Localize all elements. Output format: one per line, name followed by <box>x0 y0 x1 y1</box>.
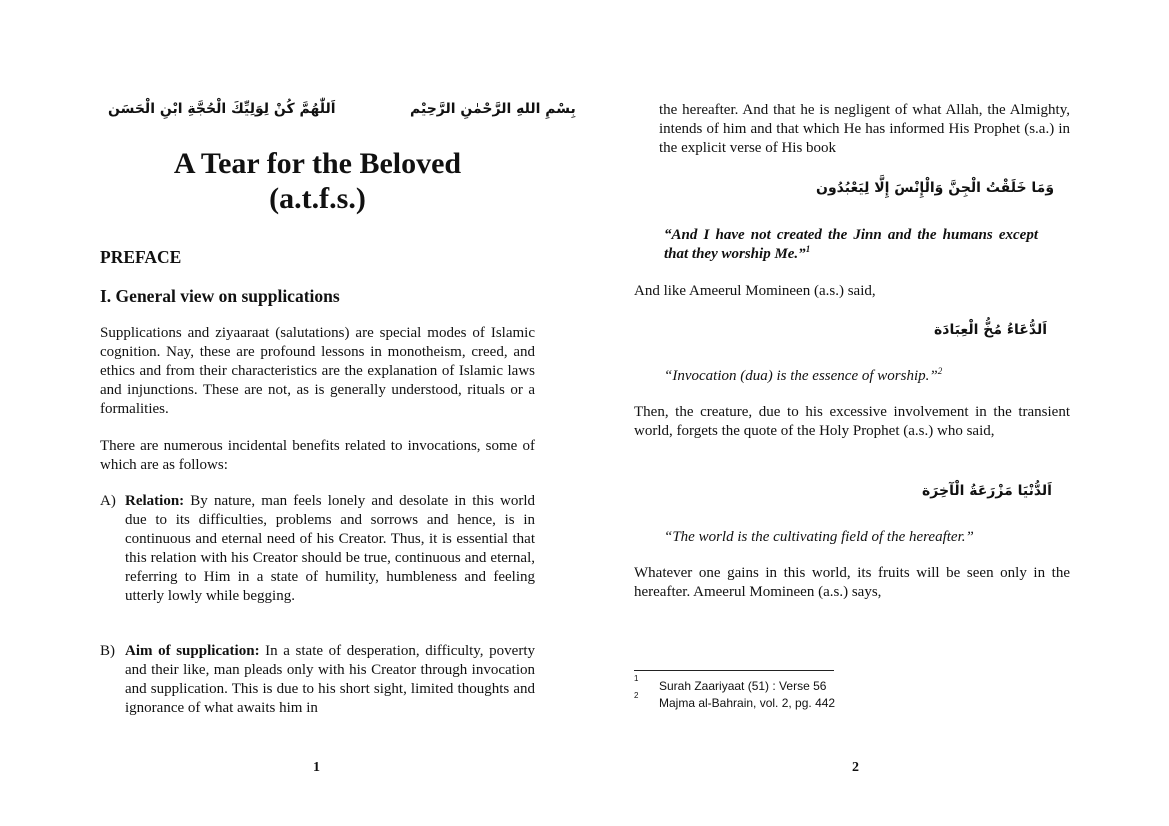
page-number: 1 <box>313 760 320 775</box>
left-page <box>100 0 576 826</box>
preface-heading: PREFACE <box>100 247 182 267</box>
list-item-aim <box>100 642 535 718</box>
book-title <box>100 146 535 216</box>
section-heading: I. General view on supplications <box>100 286 340 306</box>
arabic-verse: ﻭَﻣَﺎ ﺧَﻠَﻘْﺖُ ﺍﻟْﺠِﻦَّ ﻭَﺍﻟْﺈِﻧْﺲَ ﺇِﻟَّﺎ ﻟِﻴَﻌْﺒُﺪُﻭﻥ <box>816 180 1055 196</box>
footnote-ref: 2 <box>937 366 943 376</box>
arabic-world: ﺍَﻟﺪُّﻧْﻴَﺎ ﻣَﺰْﺭَﻋَﺔُ ﺍﻟْﺂﺧِﺮَﺓ <box>922 483 1052 499</box>
item-text: In a state of desperation, difficulty, poverty and their like, man pleads only with his Creator through invocation and supplication. This is due to his short sight, limited thoughts and ignorance of what awaits him in <box>125 643 535 716</box>
item-label: Relation: <box>125 493 185 509</box>
list-marker: B) <box>100 643 115 659</box>
footnote-number: 2 <box>634 691 639 700</box>
quote-verse <box>664 226 1038 264</box>
quote-dua-text: “Invocation (dua) is the essence of worship.” <box>664 368 938 384</box>
footnote-divider <box>634 670 834 671</box>
footnote-ref: 1 <box>805 244 811 254</box>
item-text: By nature, man feels lonely and desolate in this world due to its difficulties, problems and sorrows and hence, is in continuous and eternal need of his Creator. Thus, it is essential that this relation with his Creator should be true, continuous and eternal, referring to Him in a state of humility, humbleness and feeling utterly lowly while begging. <box>125 493 535 604</box>
quote-world: “The world is the cultivating field of the hereafter.” <box>664 529 974 545</box>
paragraph-then: Then, the creature, due to his excessive involvement in the transient world, forgets the quote of the Holy Prophet (a.s.) who said, <box>634 404 1070 439</box>
quote-dua <box>664 367 1064 386</box>
arabic-dua: ﺍَﻟﺪُّﻋَﺎﺀُ ﻣُﺦُّ ﺍﻟْﻌِﺒَﺎﺩَﺓ <box>934 322 1048 338</box>
footnote-text: Surah Zaariyaat (51) : Verse 56 <box>659 679 827 693</box>
arabic-header-right: ﺑِﺴْﻢِ ﺍﻟﻠﻪِ ﺍﻟﺮَّﺣْﻤٰﻦِ ﺍﻟﺮَّﺣِﻴْﻢ <box>410 101 576 117</box>
title-line-1: A Tear for the Beloved <box>173 147 462 180</box>
footnote-number: 1 <box>634 674 639 683</box>
footnote-text: Majma al-Bahrain, vol. 2, pg. 442 <box>659 696 836 710</box>
continuation-text: the hereafter. And that he is negligent of what Allah, the Almighty, intends of him and that which He has informed His Prophet (s.a.) in the explicit verse of His book <box>659 102 1070 156</box>
footnote-1 <box>634 674 827 693</box>
ameerul-line: And like Ameerul Momineen (a.s.) said, <box>634 283 876 299</box>
list-item-relation <box>100 492 535 606</box>
quote-verse-text: “And I have not created the Jinn and the humans except that they worship Me.” <box>664 227 1038 262</box>
arabic-header-left: ﺍَﻟﻠّٰﻬُﻢَّ ﻛُﻦْ ﻟِﻮَﻟِﻴِّﻚَ ﺍﻟْﺤُﺠَّﺔِ ﺍﺑْﻦِ ﺍﻟْﺤَﺴَﻦ <box>108 101 336 117</box>
paragraph-1: Supplications and ziyaaraat (salutations) are special modes of Islamic cognition. Nay, these are profound lessons in monotheism, creed, and ethics and from their characteristics are the explanation of Islamic laws and injunctions. These are not, as is generally understood, rituals or a formalities. <box>100 325 535 417</box>
right-page <box>634 0 1070 826</box>
item-label: Aim of supplication: <box>125 643 260 659</box>
paragraph-whatever: Whatever one gains in this world, its fruits will be seen only in the hereafter. Ameerul Momineen (a.s.) says, <box>634 565 1070 600</box>
footnote-2 <box>634 691 836 710</box>
title-line-2: (a.t.f.s.) <box>269 182 366 215</box>
paragraph-2: There are numerous incidental benefits related to invocations, some of which are as follows: <box>100 438 535 473</box>
list-marker: A) <box>100 493 116 509</box>
page-number: 2 <box>852 760 859 775</box>
